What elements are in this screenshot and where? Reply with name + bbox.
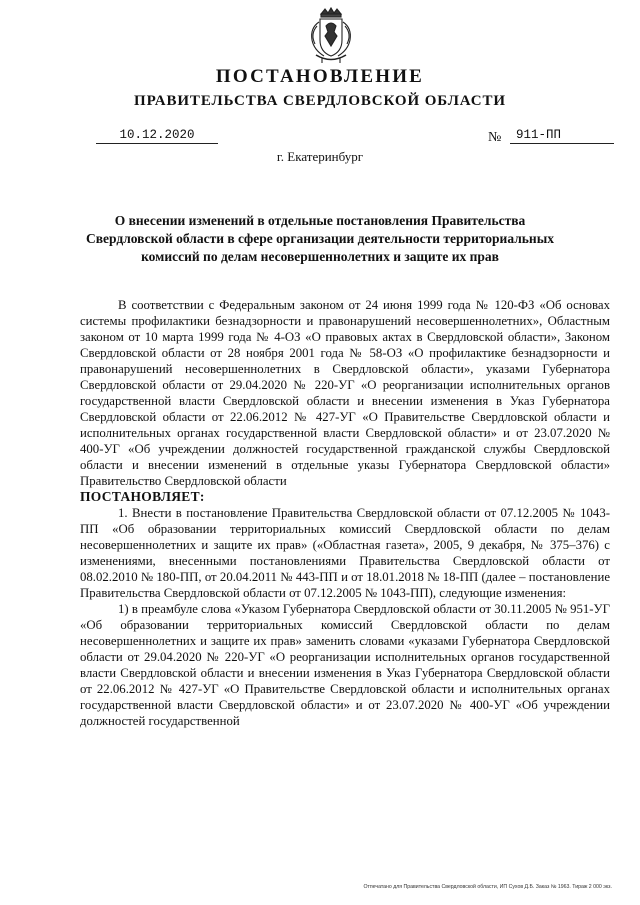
document-number-block <box>488 128 608 146</box>
print-footer: Отпечатано для Правительства Свердловской области, ИП Сухов Д.Б. Заказ № 1963. Тираж 2 000 экз. <box>363 884 612 890</box>
document-date: 10.12.2020 <box>96 128 218 144</box>
document-body <box>80 297 610 729</box>
document-title: О внесении изменений в отдельные постановления Правительства Свердловской области в сфере организации деятельности территориальных комиссий по делам несовершеннолетних и защите их прав <box>86 213 554 264</box>
paragraph-1: 1. Внести в постановление Правительства Свердловской области от 07.12.2005 № 1043-ПП «Об образовании территориальных комиссий Свердловской области по делам несовершеннолетних и защите их прав» («Областная газета», 2005, 9 декабря, № 375–376) с изменениями, внесенными постановлениями Правительства Свердловской области от 08.02.2010 № 180-ПП, от 20.04.2011 № 443-ПП и от 18.01.2018 № 18-ПП (далее – постановление Правительства Свердловской области от 07.12.2005 № 1043-ПП), следующие изменения: <box>80 506 610 600</box>
number-sign: № <box>488 130 502 145</box>
document-number: 911-ПП <box>510 128 614 144</box>
city: г. Екатеринбург <box>276 149 364 164</box>
resolve-heading: ПОСТАНОВЛЯЕТ: <box>80 489 205 504</box>
paragraph-2: 1) в преамбуле слова «Указом Губернатора Свердловской области от 30.11.2005 № 951-УГ «Об образовании территориальных комиссий Свердловской области по делам несовершеннолетних и защите их прав» заменить словами «указами Губернатора Свердловской области от 29.04.2020 № 220-УГ «О реорганизации исполнительных органов государственной власти Свердловской области и внесении изменения в Указ Губернатора Свердловской области от 22.06.2012 № 427-УГ «О Правительстве Свердловской области и исполнительных органах государственной власти Свердловской области» и от 23.07.2020 № 400-УГ «Об учреждении должностей государственной <box>80 602 610 728</box>
coat-of-arms-icon <box>304 6 358 66</box>
issuing-authority: ПРАВИТЕЛЬСТВА СВЕРДЛОВСКОЙ ОБЛАСТИ <box>134 93 506 109</box>
preamble-paragraph: В соответствии с Федеральным законом от 24 июня 1999 года № 120-ФЗ «Об основах системы профилактики безнадзорности и правонарушений несовершеннолетних», Областным законом от 10 марта 1999 года № 4-ОЗ «О правовых актах в Свердловской области», Законом Свердловской области от 28 ноября 2001 года № 58-ОЗ «О профилактике безнадзорности и правонарушений несовершеннолетних в Свердловской области», указами Губернатора Свердловской области от 29.04.2020 № 220-УГ «О реорганизации исполнительных органов государственной власти Свердловской области и внесении изменения в Указ Губернатора Свердловской области от 22.06.2012 № 427-УГ «О Правительстве Свердловской области и исполнительных органах государственной власти Свердловской области» и от 23.07.2020 № 400-УГ «Об учреждении должностей государственной гражданской службы Свердловской области и внесении изменений в отдельные указы Губернатора Свердловской области» Правительство Свердловской области <box>80 298 610 488</box>
document-type-title: ПОСТАНОВЛЕНИЕ <box>215 66 425 87</box>
